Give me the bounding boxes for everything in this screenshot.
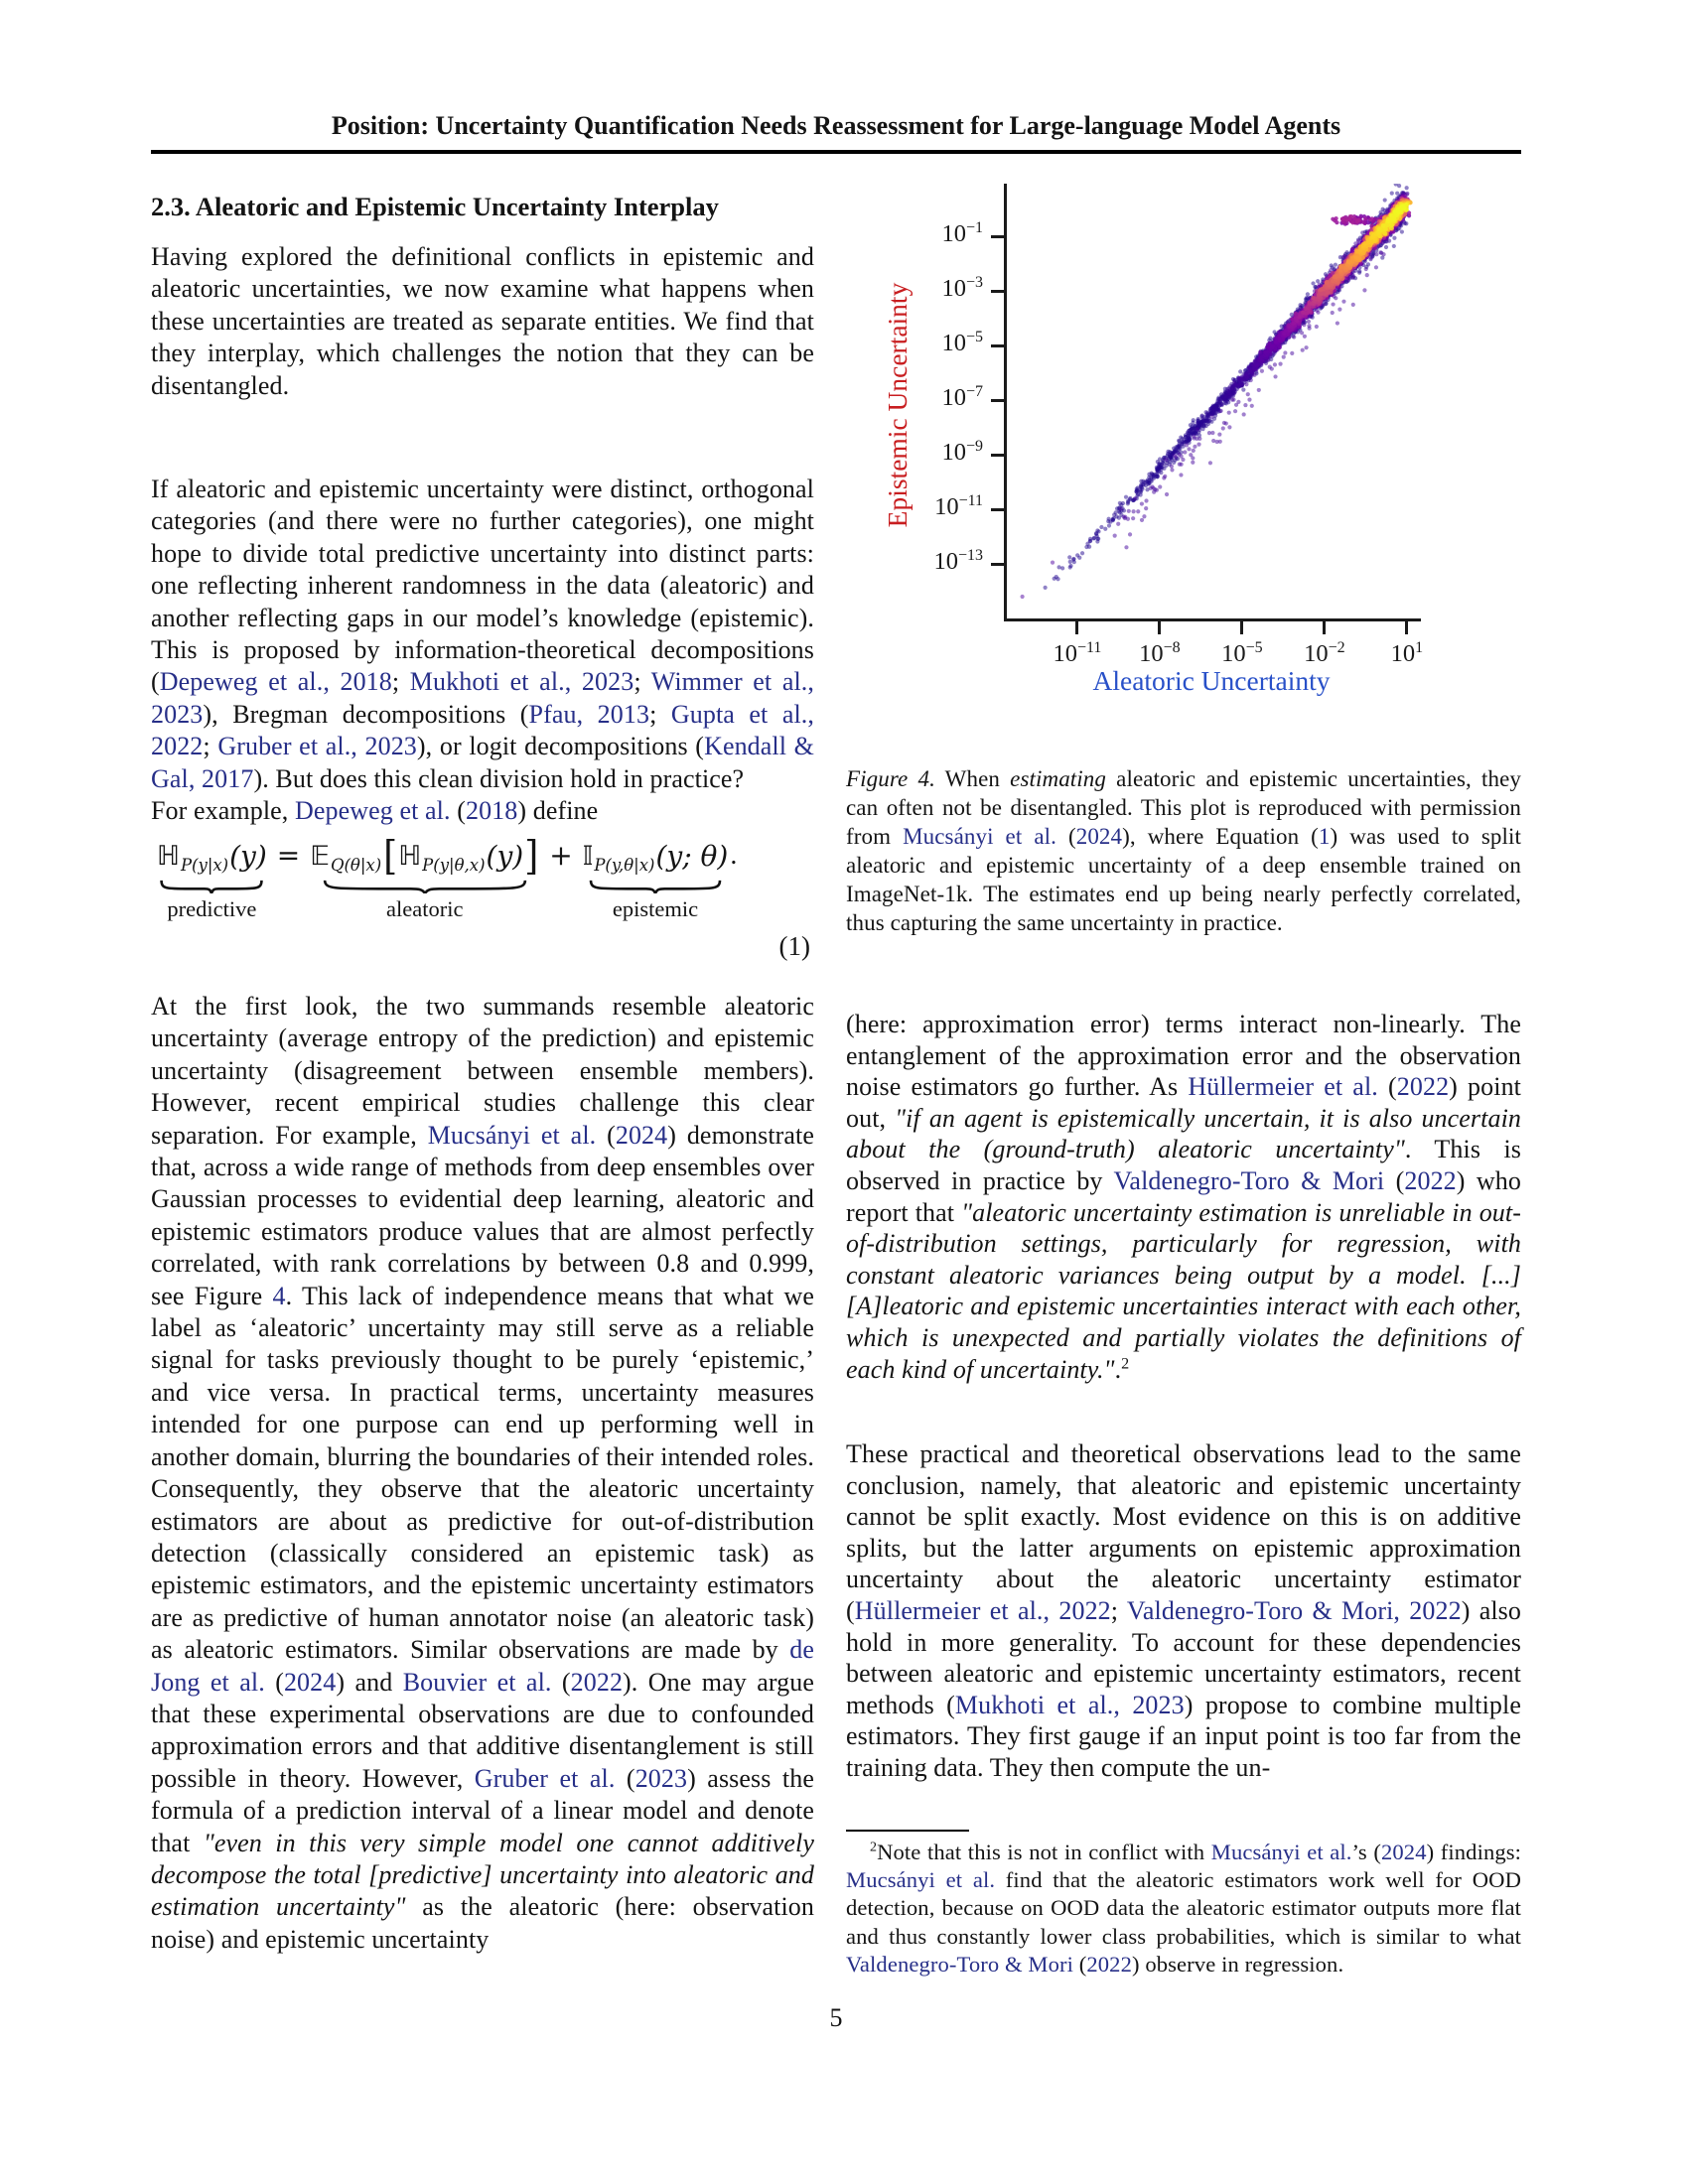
x-tick <box>1240 621 1243 634</box>
citation-link[interactable]: Kendall & Gal, 2017 <box>151 732 814 793</box>
subscript: P(y|x) <box>180 855 229 875</box>
citation-link[interactable]: Hüllermeier et al. <box>1188 1072 1378 1102</box>
text-segment: ( <box>1377 1072 1397 1102</box>
text-segment: ; <box>203 732 218 761</box>
underbrace <box>589 879 722 893</box>
equation-1 <box>151 834 814 993</box>
figure-caption <box>846 764 1521 937</box>
citation-link[interactable]: 2022 <box>1396 1072 1450 1102</box>
text-segment: aleatoric and epistemic uncertainties, they can often not be disentangled. This plot is reproduced with permission from <box>846 766 1521 849</box>
text-segment: ; <box>391 667 410 697</box>
text-segment: ) point out, <box>846 1072 1522 1133</box>
y-tick <box>991 563 1004 566</box>
subscript: P(y|θ,x) <box>422 855 486 875</box>
text-segment: Having explored the definitional conflicts in epistemic and aleatoric uncertainties, we now examine what happens when these uncertainties are treated as separate entities. We find that they interplay, which challenges the notion that they can be disentangled. <box>151 242 814 400</box>
equation-term-aleatoric <box>310 834 539 922</box>
tick-label: $10^{-7}$ <box>941 383 983 412</box>
text-segment: . This lack of independence means that what we label as ‘aleatoric’ uncertainty may still serve as a reliable signal for tasks previously thought to be purely ‘epistemic,’ and vice versa. In practical terms, uncertainty measures intended for one purpose can end up performing well in another domain, blurring the boundaries of their intended roles. Consequently, they observe that the aleatoric uncertainty estimators are about as predictive for out-of-distribution detection (classically considered an epistemic task) as epistemic estimators, and the epistemic uncertainty estimators are as predictive of human annotator noise (an aleatoric task) as aleatoric estimators. Similar observations are made by <box>151 1281 814 1665</box>
left-column-equation-intro <box>151 795 814 827</box>
y-axis-label: Epistemic Uncertainty <box>882 282 913 528</box>
doublestruck-H: ℍ <box>398 840 422 872</box>
page-header-title: Position: Uncertainty Quantification Needs Reassessment for Large-language Model Agents <box>331 111 1341 140</box>
y-tick <box>991 508 1004 511</box>
text-segment: (here: approximation error) terms interact non-linearly. The entanglement of the approximation error and the observation noise estimators go further. As <box>846 1010 1521 1102</box>
section-heading: 2.3. Aleatoric and Epistemic Uncertainty Interplay <box>151 192 719 221</box>
text-segment: ) who report that <box>846 1165 1522 1227</box>
scatter-canvas <box>1006 184 1418 618</box>
text-segment: . <box>1114 1354 1122 1384</box>
text-segment: These practical and theoretical observations lead to the same conclusion, namely, that aleatoric and epistemic uncertainty cannot be split exactly. Most evidence on this is on additive splits, but the latter arguments on epistemic approximation uncertainty about the aleatoric uncertainty estimator ( <box>846 1439 1521 1625</box>
citation-link[interactable]: 2022 <box>570 1667 624 1697</box>
x-axis-spine <box>1004 618 1421 621</box>
text-segment: ) demonstrate that, across a wide range of methods from deep ensembles over Gaussian processes to evidential deep learning, aleatoric and epistemic estimators produce values that are almost perfectly correlated, with rank correlations by between 0.8 and 0.999, see Figure <box>151 1120 815 1310</box>
argument: (y) <box>229 839 267 873</box>
text-segment: "if an agent is epistemically uncertain, it is also uncertain about the (ground-truth) aleatoric uncertainty" <box>846 1103 1521 1164</box>
citation-link[interactable]: Depeweg et al., 2018 <box>159 667 392 697</box>
citation-link[interactable]: 2022 <box>1404 1165 1457 1195</box>
citation-link[interactable]: 4 <box>272 1281 286 1310</box>
tick-label: $10^{-13}$ <box>933 547 983 576</box>
equation-number: (1) <box>778 931 810 961</box>
right-bracket: ] <box>524 833 539 879</box>
right-column-paragraph-1 <box>846 1009 1521 1385</box>
text-segment: ( <box>551 1667 571 1697</box>
tick-label: $10^1$ <box>1390 639 1424 668</box>
text-segment: When <box>934 766 1011 791</box>
text-segment: ’s ( <box>1351 1840 1381 1864</box>
citation-link[interactable]: de Jong et al. <box>151 1635 814 1697</box>
citation-link[interactable]: Mucsányi et al. <box>1210 1840 1352 1864</box>
citation-link[interactable]: Hüllermeier et al., 2022 <box>854 1595 1111 1625</box>
equation-term-epistemic <box>583 834 729 922</box>
text-segment: ) findings: <box>1426 1840 1522 1864</box>
text-segment: ( <box>1073 1951 1087 1977</box>
x-tick <box>1405 621 1408 634</box>
text-segment: Note that this is not in conflict with <box>877 1840 1211 1864</box>
tick-label: $10^{-5}$ <box>1221 639 1263 668</box>
text-segment: ) was used to split aleatoric and epistemic uncertainty of a deep ensemble trained on ImageNet-1k. The estimates end up being nearly perfectly correlated, thus capturing the same uncertainty in practice. <box>846 824 1522 935</box>
text-segment: ( <box>450 796 466 825</box>
text-segment: ), Bregman decompositions ( <box>203 699 529 729</box>
plus-sign: + <box>549 839 573 872</box>
text-segment: ( <box>1384 1165 1405 1195</box>
citation-link[interactable]: Mukhoti et al., 2023 <box>954 1690 1185 1719</box>
tick-label: $10^{-1}$ <box>941 219 983 248</box>
text-segment: "aleatoric uncertainty estimation is unreliable in out-of-distribution settings, particularly for regression, with constant aleatoric variances being output by a model. [...] [A]leatoric and epistemic uncertainties interact with each other, which is unexpected and partially violates the definitions of each kind of uncertainty." <box>846 1197 1521 1384</box>
text-segment: find that the aleatoric estimators work well for OOD detection, because on OOD data the aleatoric estimator outputs more flat and thus constantly lower class probabilities, which is similar to what <box>846 1867 1521 1949</box>
text-segment: 2 <box>870 1840 878 1855</box>
tick-label: $10^{-8}$ <box>1139 639 1181 668</box>
citation-link[interactable]: 2024 <box>1381 1840 1427 1864</box>
tick-label: $10^{-3}$ <box>941 274 983 303</box>
citation-link[interactable]: Mukhoti et al., 2023 <box>409 667 634 697</box>
text-segment: ( <box>615 1763 635 1793</box>
left-column-paragraph-3 <box>151 991 814 1956</box>
right-column-paragraph-2 <box>846 1438 1521 1784</box>
citation-link[interactable]: Wimmer et al., 2023 <box>151 667 814 729</box>
subscript: P(y,θ|x) <box>594 855 655 875</box>
figure-4-scatter-plot <box>846 157 1521 777</box>
footnote <box>846 1839 1521 1979</box>
text-segment: ; <box>649 699 671 729</box>
text-segment: ( <box>1055 824 1076 849</box>
tick-label: $10^{-11}$ <box>934 492 983 521</box>
equation-term-predictive <box>157 834 267 922</box>
text-segment: ) also hold in more generality. To account for these dependencies between aleatoric and epistemic uncertainty estimators, recent methods ( <box>846 1595 1521 1719</box>
left-column-paragraph-2 <box>151 474 814 795</box>
x-tick <box>1323 621 1326 634</box>
text-segment: For example, <box>151 796 295 825</box>
equals-sign: = <box>276 839 301 872</box>
citation-link[interactable]: Mucsányi et al. <box>903 824 1056 849</box>
citation-link[interactable]: Gupta et al., 2022 <box>151 699 814 761</box>
citation-link[interactable]: Bouvier et al. <box>402 1667 552 1697</box>
text-segment: Figure 4. <box>846 766 935 791</box>
citation-link[interactable]: 2024 <box>1075 824 1123 849</box>
citation-link[interactable]: Mucsányi et al. <box>846 1867 996 1893</box>
text-segment: ) and <box>336 1667 403 1697</box>
text-segment: ), where Equation ( <box>1122 824 1319 849</box>
text-segment: ( <box>264 1667 284 1697</box>
text-segment: ( <box>596 1120 616 1150</box>
text-segment: ) assess the formula of a prediction interval of a linear model and denote that <box>151 1763 814 1857</box>
citation-link[interactable]: 1 <box>1318 824 1331 849</box>
header-rule <box>151 150 1521 154</box>
text-segment: ) define <box>517 796 599 825</box>
text-segment: At the first look, the two summands resemble aleatoric uncertainty (average entropy of the prediction) and epistemic uncertainty (disagreement between ensemble members). However, recent empirical studies challenge this clear separation. For example, <box>151 992 814 1150</box>
argument: (y) <box>486 839 524 873</box>
footnote-rule <box>846 1830 969 1832</box>
citation-link[interactable]: Valdenegro-Toro & Mori, 2022 <box>1126 1595 1462 1625</box>
citation-link[interactable]: Pfau, 2013 <box>528 699 650 729</box>
y-tick <box>991 399 1004 402</box>
page-number: 5 <box>829 2003 843 2032</box>
citation-link[interactable]: Gruber et al., 2023 <box>217 732 417 761</box>
text-segment: ) observe in regression. <box>1131 1951 1344 1977</box>
citation-link[interactable]: 2022 <box>1086 1951 1132 1977</box>
y-tick <box>991 235 1004 238</box>
text-segment: ), or logit decompositions ( <box>416 732 705 761</box>
y-tick <box>991 344 1004 347</box>
doublestruck-H: ℍ <box>157 840 180 872</box>
text-segment: ; <box>1110 1595 1127 1625</box>
text-segment: estimating <box>1010 766 1106 791</box>
citation-link[interactable]: 2018 <box>465 796 518 825</box>
underbrace-label-aleatoric: aleatoric <box>386 896 464 921</box>
citation-link[interactable]: Mucsányi et al. <box>427 1120 597 1150</box>
left-bracket: [ <box>383 833 398 879</box>
tick-label: $10^{-9}$ <box>941 438 983 467</box>
citation-link[interactable]: Depeweg et al. <box>295 796 451 825</box>
text-segment: 2 <box>1121 1354 1130 1372</box>
y-tick <box>991 454 1004 457</box>
doublestruck-E: 𝔼 <box>310 840 330 872</box>
underbrace-label-epistemic: epistemic <box>612 896 699 921</box>
tick-label: $10^{-11}$ <box>1053 639 1102 668</box>
citation-link[interactable]: Valdenegro-Toro & Mori <box>846 1951 1074 1977</box>
tick-label: $10^{-5}$ <box>941 329 983 357</box>
doublestruck-I: 𝕀 <box>582 840 594 872</box>
x-tick <box>1075 621 1078 634</box>
equation-body <box>157 834 814 922</box>
underbrace <box>160 879 263 893</box>
citation-link[interactable]: Gruber et al. <box>474 1763 616 1793</box>
argument: (y; θ) <box>655 839 729 873</box>
x-tick <box>1158 621 1161 634</box>
subscript: Q(θ|x) <box>330 855 382 875</box>
text-segment: . This is observed in practice by <box>846 1135 1521 1195</box>
citation-link[interactable]: Valdenegro-Toro & Mori <box>1113 1165 1385 1195</box>
tick-label: $10^{-2}$ <box>1304 639 1345 668</box>
text-segment: ) propose to combine multiple estimators. They first gauge if an input point is too far from the training data. They then compute the un- <box>846 1690 1521 1782</box>
text-segment: ; <box>633 667 651 697</box>
text-segment: "even in this very simple model one cannot additively decompose the total [predictive] uncertainty into aleatoric and estimation uncertainty" <box>151 1828 814 1922</box>
y-tick <box>991 290 1004 293</box>
underbrace-label-predictive: predictive <box>167 896 257 921</box>
x-axis-label: Aleatoric Uncertainty <box>1092 665 1331 696</box>
citation-link[interactable]: 2023 <box>634 1763 688 1793</box>
citation-link[interactable]: 2024 <box>283 1667 337 1697</box>
text-segment: If aleatoric and epistemic uncertainty were distinct, orthogonal categories (and there were no further categories), one might hope to divide total predictive uncertainty into distinct parts: one reflecting inherent randomness in the data (aleatoric) and another reflecting gaps in our model’s knowledge (epistemic). This is proposed by information-theoretical decompositions ( <box>151 475 814 697</box>
text-segment: ). One may argue that these experimental observations are due to confounded approximation errors and that additive disentanglement is still possible in theory. However, <box>151 1667 814 1793</box>
text-segment: ). But does this clean division hold in practice? <box>253 763 745 793</box>
equation-period: . <box>730 840 738 871</box>
citation-link[interactable]: 2024 <box>615 1120 668 1150</box>
underbrace <box>322 879 528 893</box>
left-column-paragraph-1 <box>151 241 814 402</box>
text-segment: as the aleatoric (here: observation noise) and epistemic uncertainty <box>151 1892 814 1954</box>
